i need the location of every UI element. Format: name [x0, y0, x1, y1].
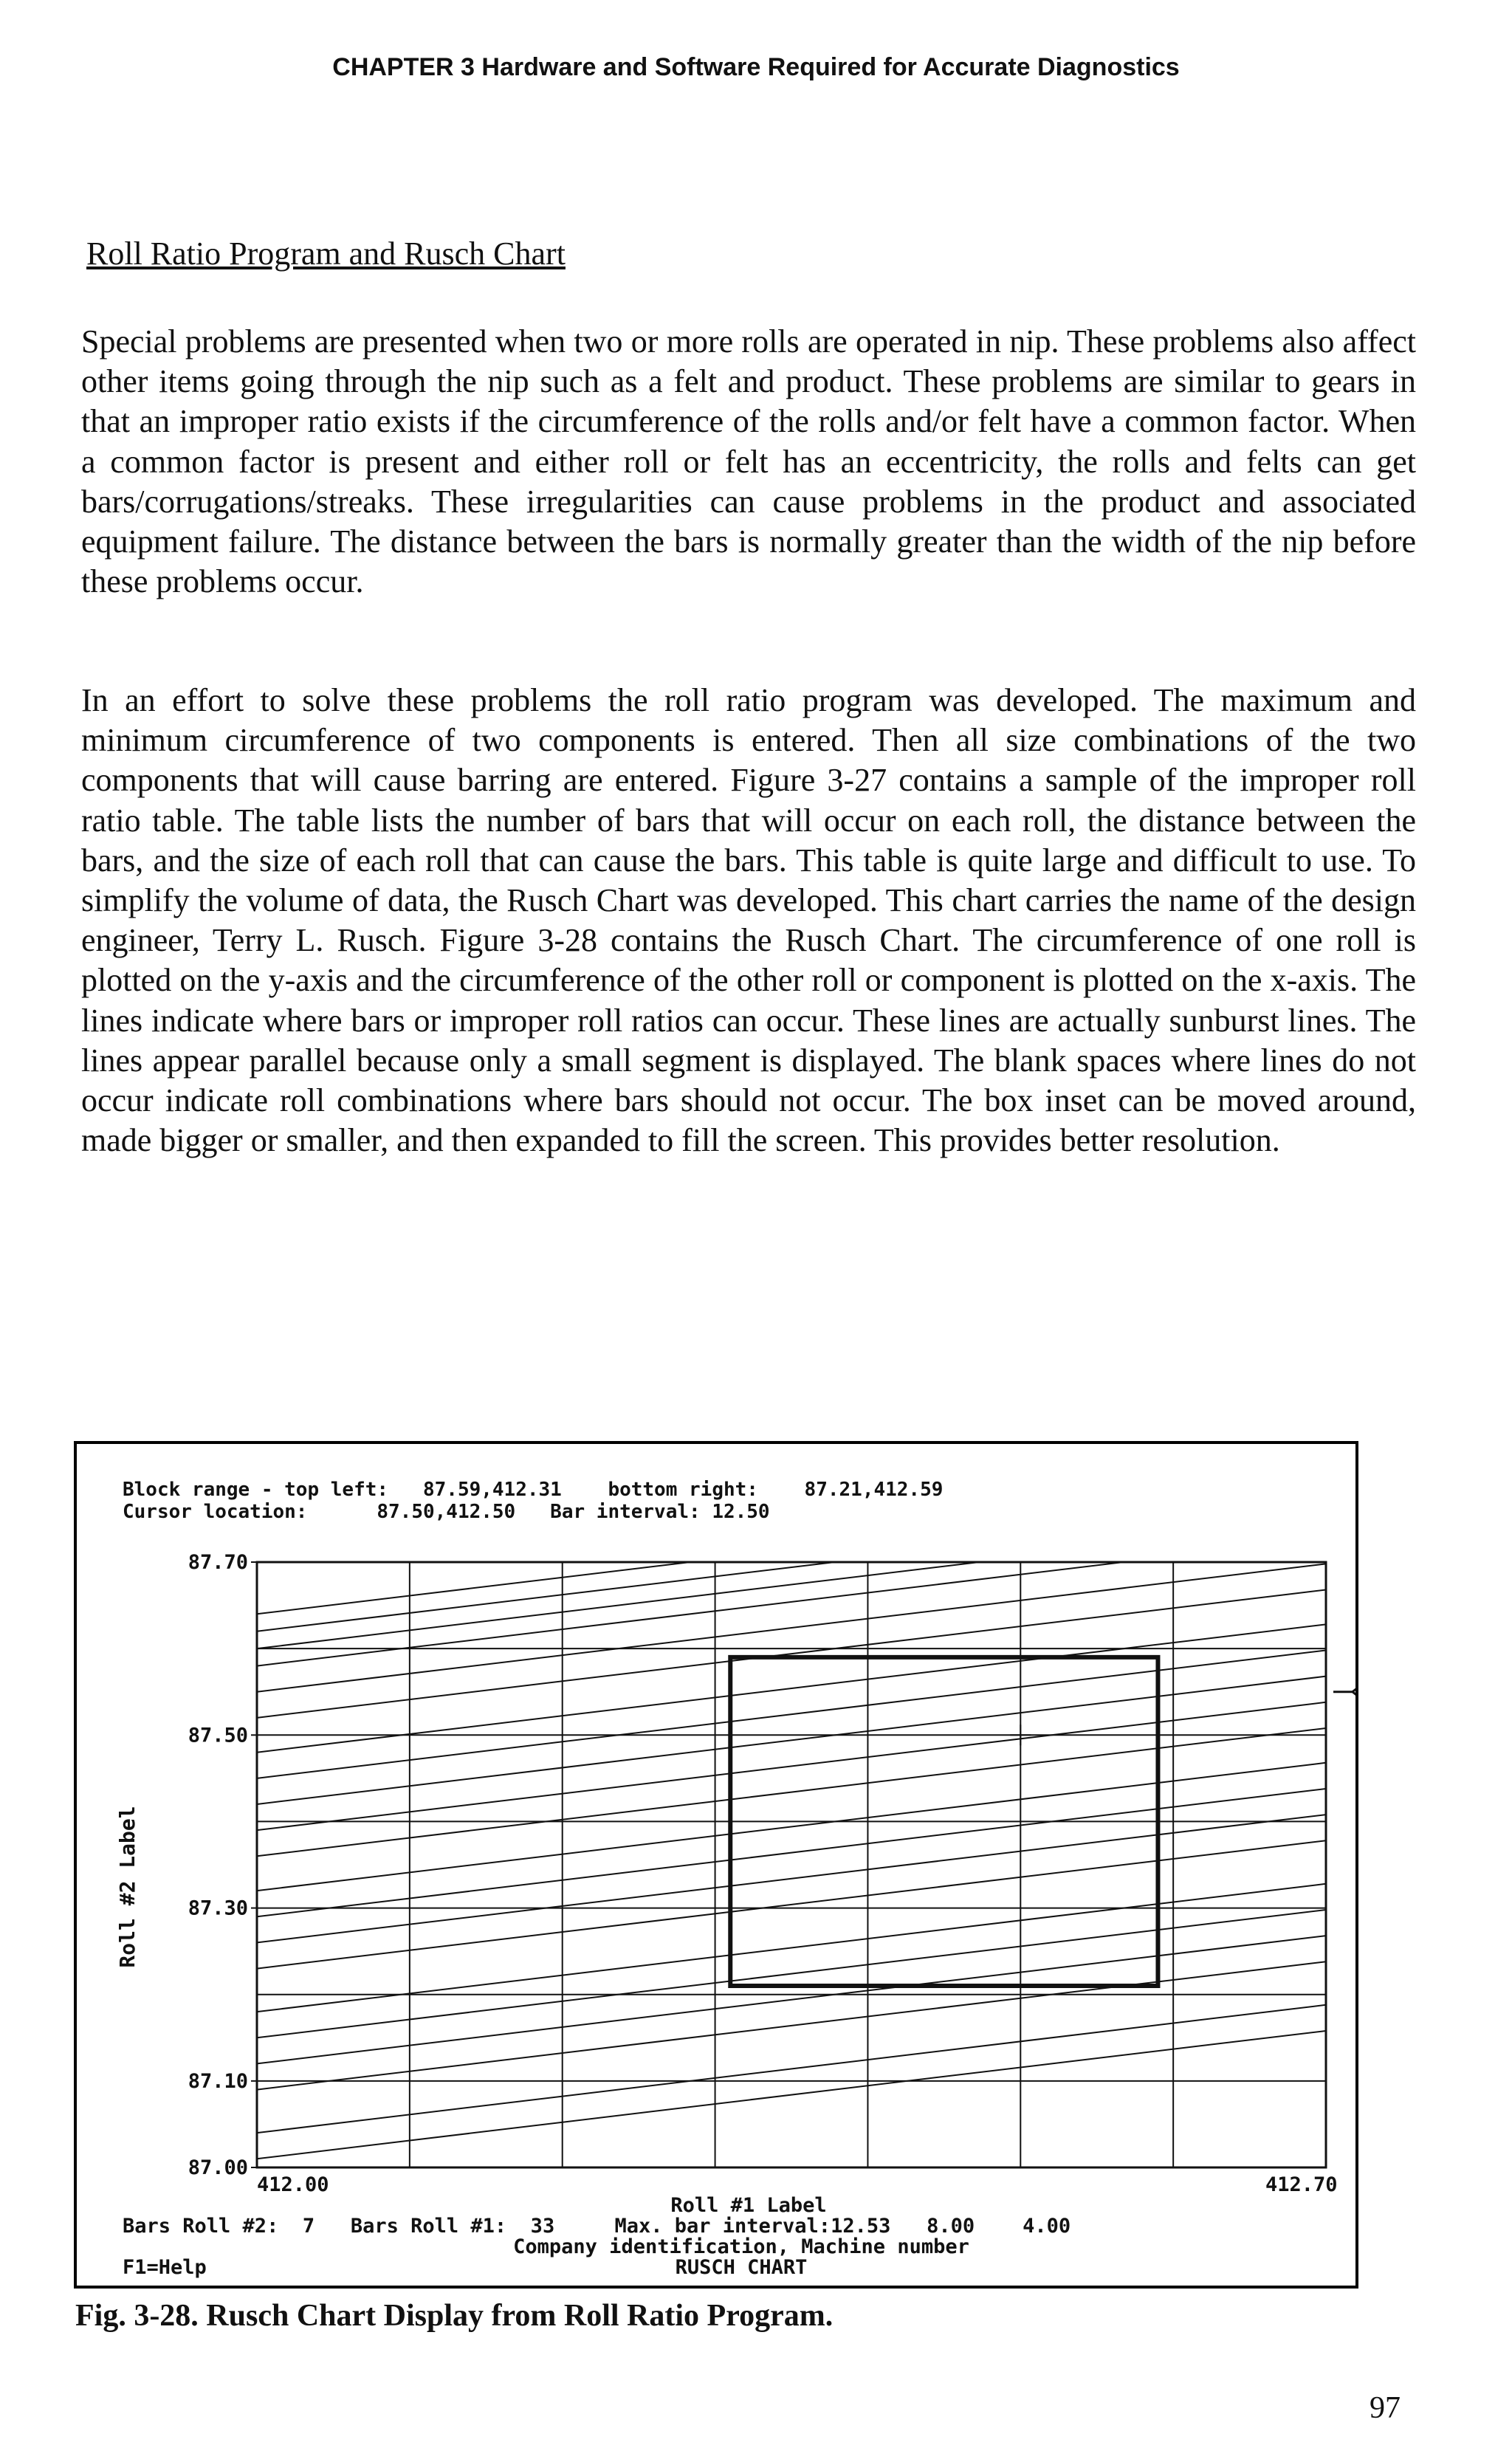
chart-name: RUSCH CHART — [675, 2256, 808, 2279]
status-line: Bars Roll #2: 7 Bars Roll #1: 33 Max. bar interval:12.53 8.00 4.00 — [123, 2215, 1071, 2238]
y-tick-label: 87.50 — [188, 1724, 248, 1747]
paragraph-2: In an effort to solve these problems the roll ratio program was developed. The maximum and minimum circumference of two components is entered. Then all size combinations of the two components that will cause barring are entered. Figure 3-27 contains a sample of the improper roll ratio table. The table lists the number of bars that will occur on each roll, the distance between the bars, and the size of each roll that can cause the bars. This table is quite large and difficult to use. To simplify the volume of data, the Rusch Chart was developed. This chart carries the name of the design engineer, Terry L. Rusch. Figure 3-28 contains the Rusch Chart. The circumference of one roll is plotted on the y-axis and the circumference of the other roll or component is plotted on the x-axis. The lines indicate where bars or improper roll ratios can occur. These lines are actually sunburst lines. The lines appear parallel because only a small segment is displayed. The blank spaces where lines do not occur indicate roll combinations where bars should not occur. The box inset can be moved around, made bigger or smaller, and then expanded to fill the screen. This provides better resolution. — [81, 682, 1416, 1159]
bar-line — [257, 1564, 1326, 1691]
bar-line — [257, 1677, 1326, 1804]
bar-line — [257, 2005, 1326, 2133]
company-line: Company identification, Machine number — [513, 2235, 969, 2258]
y-axis-label: Roll #2 Label — [115, 1806, 140, 1968]
bar-line — [257, 1815, 1326, 1942]
rusch-chart-figure — [74, 1441, 1358, 2289]
y-tick-label: 87.70 — [188, 1551, 248, 1574]
x-max-label: 412.70 — [1265, 2173, 1338, 2196]
bar-line — [257, 1521, 1326, 1648]
bar-line — [257, 1789, 1326, 1916]
bar-line — [257, 1936, 1326, 2063]
bar-line — [257, 1702, 1326, 1830]
x-axis-label: Roll #1 Label — [670, 2194, 827, 2217]
bar-line — [257, 1840, 1326, 1968]
bar-line — [257, 1884, 1326, 2012]
plot-frame — [257, 1562, 1326, 2167]
bar-line — [257, 1590, 1326, 1718]
x-min-label: 412.00 — [257, 2173, 329, 2196]
chapter-header: CHAPTER 3 Hardware and Software Required for Accurate Diagnostics — [332, 53, 1180, 81]
y-tick-label: 87.00 — [188, 2156, 248, 2179]
bar-line — [257, 1910, 1326, 2038]
info-line-top-left: Block range - top left: 87.59,412.31 bottom right: 87.21,412.59 — [123, 1479, 944, 1501]
figure-caption: Fig. 3-28. Rusch Chart Display from Roll Ratio Program. — [75, 2299, 834, 2333]
plot-area — [188, 1486, 1355, 2179]
y-tick-label: 87.10 — [188, 2069, 248, 2093]
arrow-marker-icon — [1353, 1686, 1355, 1698]
rusch-chart-screen — [77, 1444, 1355, 2286]
help-label[interactable]: F1=Help — [123, 2256, 207, 2279]
page-number: 97 — [1370, 2391, 1401, 2425]
bar-line — [257, 1651, 1326, 1778]
bar-line — [257, 1538, 1326, 1665]
bar-line — [257, 1624, 1326, 1752]
section-title: Roll Ratio Program and Rusch Chart — [86, 235, 566, 272]
y-tick-label: 87.30 — [188, 1897, 248, 1920]
bar-line — [257, 1961, 1326, 2089]
bar-line — [257, 1728, 1326, 1856]
bar-line — [257, 2031, 1326, 2159]
info-line-cursor: Cursor location: 87.50,412.50 Bar interval: 12.50 — [123, 1501, 770, 1523]
paragraph-1: Special problems are presented when two or more rolls are operated in nip. These problems also affect other items going through the nip such as a felt and product. These problems are similar to gears in that an improper ratio exists if the circumference of the rolls and/or felt have a common factor. When a common factor is present and either roll or felt has an eccentricity, the rolls and felts can get bars/corrugations/streaks. These irregularities can cause problems in the product and associated equipment failure. The distance between the bars is normally greater than the width of the nip before these problems occur. — [81, 323, 1416, 600]
bar-line — [257, 1763, 1326, 1891]
